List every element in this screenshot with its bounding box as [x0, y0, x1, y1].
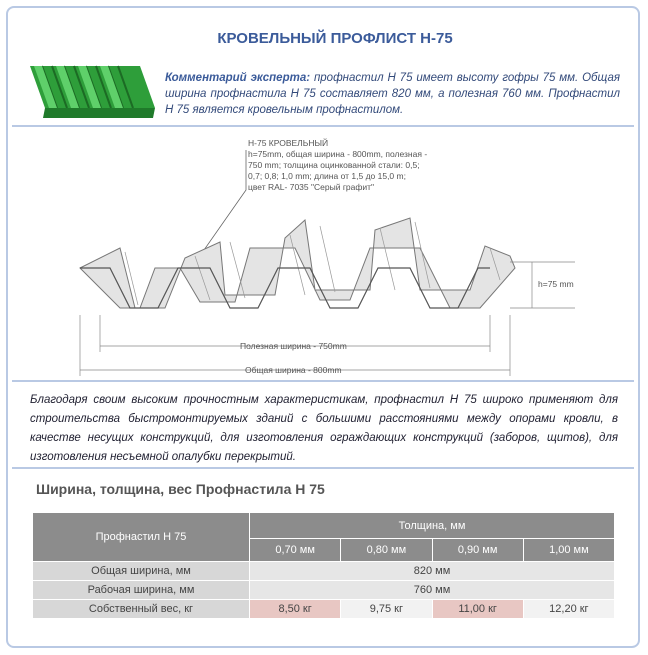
table-row: [33, 600, 615, 619]
row-label: Собственный вес, кг: [33, 600, 250, 619]
table-row: [33, 581, 615, 600]
table-title: Ширина, толщина, вес Профнастила Н 75: [36, 481, 325, 497]
drawing-note: [248, 137, 427, 192]
spec-table: [32, 512, 615, 619]
row-label: Рабочая ширина, мм: [33, 581, 250, 600]
note-line-4: 0,7; 0,8; 1,0 mm; длина от 1,5 до 15,0 m;: [248, 171, 406, 181]
row-label: Общая ширина, мм: [33, 562, 250, 581]
useful-width-label: Полезная ширина - 750mm: [240, 341, 347, 351]
expert-comment-text: профнастил Н 75 имеет высоту гофры 75 мм. Общая ширина профнастила Н 75 составляет 820 мм, а полезная 760 мм. Профнастил Н 75 является кровельным профнастилом.: [165, 72, 620, 116]
note-line-3: 750 mm; толщина оцинкованной стали: 0,5;: [248, 160, 420, 170]
page-title: КРОВЕЛЬНЫЙ ПРОФЛИСТ Н-75: [217, 30, 453, 47]
total-width-label: Общая ширина - 800mm: [245, 365, 342, 375]
merged-value: 820 мм: [250, 562, 615, 581]
table-row: [33, 562, 615, 581]
weight-cell: 12,20 кг: [523, 600, 614, 619]
divider-middle: [12, 380, 634, 382]
thickness-header: 0,80 мм: [341, 539, 432, 562]
table-corner-header: Профнастил Н 75: [33, 513, 250, 562]
note-line-2: h=75mm, общая ширина - 800mm, полезная -: [248, 149, 428, 159]
expert-comment: [165, 70, 620, 118]
thickness-header: 1,00 мм: [523, 539, 614, 562]
weight-cell: 9,75 кг: [341, 600, 432, 619]
divider-top: [12, 125, 634, 127]
green-profile-sheet-image: [20, 46, 162, 128]
expert-comment-lead: Комментарий эксперта:: [165, 72, 311, 84]
thickness-header: 0,70 мм: [250, 539, 341, 562]
thickness-header: 0,90 мм: [432, 539, 523, 562]
height-label: h=75 mm: [538, 279, 574, 289]
profile-drawing: [70, 130, 590, 380]
note-line-1: Н-75 КРОВЕЛЬНЫЙ: [248, 138, 329, 148]
thickness-group-header: Толщина, мм: [250, 513, 615, 539]
description-paragraph: Благодаря своим высоким прочностным характеристикам, профнастил Н 75 широко применяют для строительства быстромонтируемых зданий с большими расстояниями между опорами кровли, в качестве несущих конструкций, для изготовления ограждающих конструкций (заборов, щитов), для изготовления несъемной опалубки перекрытий.: [30, 394, 618, 463]
weight-cell: 8,50 кг: [250, 600, 341, 619]
weight-cell: 11,00 кг: [432, 600, 523, 619]
merged-value: 760 мм: [250, 581, 615, 600]
divider-bottom: [12, 467, 634, 469]
note-line-5: цвет RAL- 7035 "Серый графит": [248, 182, 375, 192]
